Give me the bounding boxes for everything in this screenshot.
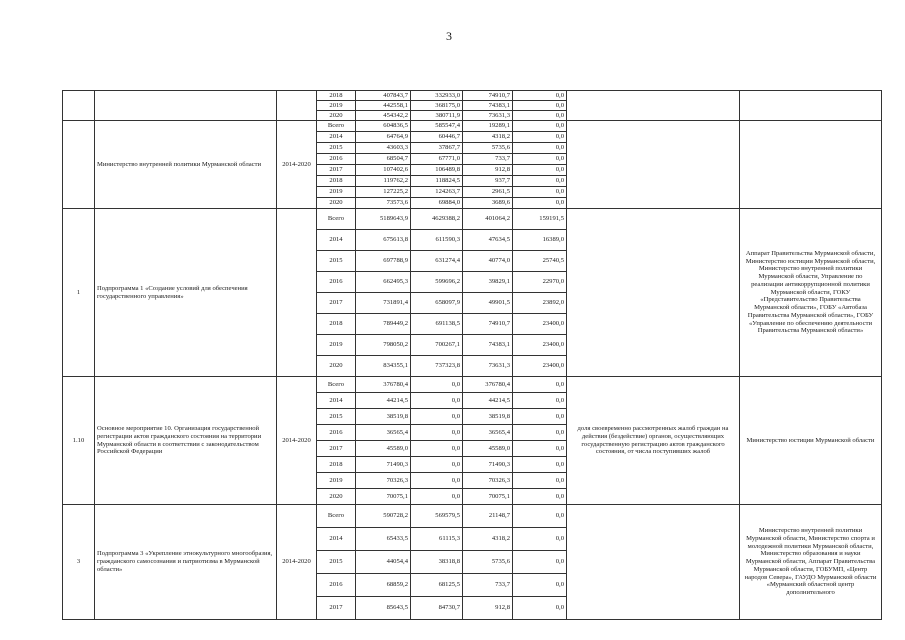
period-cell: 2014-2020 bbox=[277, 121, 317, 209]
table-row bbox=[63, 209, 882, 230]
federal-cell: 44214,5 bbox=[463, 393, 513, 409]
budget-cell: 60446,7 bbox=[411, 132, 463, 143]
other-cell: 0,0 bbox=[513, 121, 567, 132]
other-cell: 23400,0 bbox=[513, 314, 567, 335]
other-cell: 0,0 bbox=[513, 505, 567, 528]
total-cell: 38519,8 bbox=[356, 409, 411, 425]
total-cell: 454342,2 bbox=[356, 111, 411, 121]
total-cell: 376780,4 bbox=[356, 377, 411, 393]
year-cell: 2016 bbox=[317, 574, 356, 597]
federal-cell: 733,7 bbox=[463, 574, 513, 597]
year-cell: 2016 bbox=[317, 425, 356, 441]
budget-cell: 737323,8 bbox=[411, 356, 463, 377]
other-cell: 23892,0 bbox=[513, 293, 567, 314]
other-cell: 0,0 bbox=[513, 393, 567, 409]
federal-cell: 70326,3 bbox=[463, 473, 513, 489]
year-cell: 2015 bbox=[317, 143, 356, 154]
other-cell: 0,0 bbox=[513, 91, 567, 101]
budget-cell: 0,0 bbox=[411, 473, 463, 489]
year-cell: 2019 bbox=[317, 335, 356, 356]
other-cell: 0,0 bbox=[513, 473, 567, 489]
other-cell: 0,0 bbox=[513, 176, 567, 187]
year-cell: 2019 bbox=[317, 101, 356, 111]
total-cell: 798050,2 bbox=[356, 335, 411, 356]
other-cell: 0,0 bbox=[513, 132, 567, 143]
total-cell: 68859,2 bbox=[356, 574, 411, 597]
total-cell: 68504,7 bbox=[356, 154, 411, 165]
budget-cell: 118824,5 bbox=[411, 176, 463, 187]
total-cell: 73573,6 bbox=[356, 198, 411, 209]
federal-cell: 74383,1 bbox=[463, 101, 513, 111]
period-cell bbox=[277, 209, 317, 377]
year-cell: 2018 bbox=[317, 176, 356, 187]
year-cell: 2016 bbox=[317, 154, 356, 165]
federal-cell: 5735,6 bbox=[463, 143, 513, 154]
total-cell: 127225,2 bbox=[356, 187, 411, 198]
year-cell: 2019 bbox=[317, 187, 356, 198]
budget-cell: 0,0 bbox=[411, 457, 463, 473]
total-cell: 64764,9 bbox=[356, 132, 411, 143]
federal-cell: 49901,5 bbox=[463, 293, 513, 314]
other-cell: 23400,0 bbox=[513, 356, 567, 377]
budget-cell: 0,0 bbox=[411, 489, 463, 505]
other-cell: 25740,5 bbox=[513, 251, 567, 272]
year-cell: 2018 bbox=[317, 314, 356, 335]
total-cell: 5189643,9 bbox=[356, 209, 411, 230]
total-cell: 697788,9 bbox=[356, 251, 411, 272]
row-number-cell: 1 bbox=[63, 209, 95, 377]
total-cell: 675613,8 bbox=[356, 230, 411, 251]
other-cell: 0,0 bbox=[513, 154, 567, 165]
executor-cell bbox=[740, 91, 882, 121]
other-cell: 0,0 bbox=[513, 489, 567, 505]
year-cell: 2016 bbox=[317, 272, 356, 293]
federal-cell: 70075,1 bbox=[463, 489, 513, 505]
row-number-cell bbox=[63, 121, 95, 209]
federal-cell: 4318,2 bbox=[463, 132, 513, 143]
total-cell: 36565,4 bbox=[356, 425, 411, 441]
federal-cell: 74383,1 bbox=[463, 335, 513, 356]
federal-cell: 401064,2 bbox=[463, 209, 513, 230]
federal-cell: 47634,5 bbox=[463, 230, 513, 251]
budget-cell: 106489,8 bbox=[411, 165, 463, 176]
other-cell: 16389,0 bbox=[513, 230, 567, 251]
total-cell: 71490,3 bbox=[356, 457, 411, 473]
other-cell: 0,0 bbox=[513, 198, 567, 209]
indicator-cell bbox=[567, 209, 740, 377]
year-cell: Всего bbox=[317, 377, 356, 393]
other-cell: 22970,0 bbox=[513, 272, 567, 293]
executor-cell: Аппарат Правительства Мурманской области, Министерство юстиции Мурманской области, Министерство внутренней политики Мурманской области, Управление по реализации антикоррупционной политики Мурманской области, ГОКУ «Представительство Правительства Мурманской области», ГОБУ «Автобаза Правительства Мурманской области», ГОБУ «Управление по обеспечению деятельности Правительства Мурманской области» bbox=[740, 209, 882, 377]
other-cell: 0,0 bbox=[513, 457, 567, 473]
federal-cell: 912,8 bbox=[463, 165, 513, 176]
budget-cell: 569579,5 bbox=[411, 505, 463, 528]
budget-cell: 380711,9 bbox=[411, 111, 463, 121]
total-cell: 834355,1 bbox=[356, 356, 411, 377]
budget-cell: 0,0 bbox=[411, 425, 463, 441]
year-cell: 2018 bbox=[317, 457, 356, 473]
budget-cell: 368175,0 bbox=[411, 101, 463, 111]
period-cell: 2014-2020 bbox=[277, 505, 317, 620]
budget-cell: 61115,3 bbox=[411, 528, 463, 551]
total-cell: 85643,5 bbox=[356, 597, 411, 620]
federal-cell: 376780,4 bbox=[463, 377, 513, 393]
total-cell: 789449,2 bbox=[356, 314, 411, 335]
budget-cell: 599696,2 bbox=[411, 272, 463, 293]
budget-cell: 68125,5 bbox=[411, 574, 463, 597]
budget-cell: 38318,8 bbox=[411, 551, 463, 574]
federal-cell: 733,7 bbox=[463, 154, 513, 165]
year-cell: Всего bbox=[317, 209, 356, 230]
other-cell: 0,0 bbox=[513, 551, 567, 574]
indicator-cell bbox=[567, 91, 740, 121]
table-row bbox=[63, 121, 882, 132]
table-row bbox=[63, 91, 882, 101]
indicator-cell: доля своевременно рассмотренных жалоб граждан на действия (бездействие) органов, осуществляющих государственную регистрацию актов гражданского состояния, от числа поступивших жалоб bbox=[567, 377, 740, 505]
budget-cell: 0,0 bbox=[411, 393, 463, 409]
budget-cell: 37867,7 bbox=[411, 143, 463, 154]
row-number-cell bbox=[63, 91, 95, 121]
year-cell: 2015 bbox=[317, 551, 356, 574]
total-cell: 44054,4 bbox=[356, 551, 411, 574]
period-cell: 2014-2020 bbox=[277, 377, 317, 505]
budget-cell: 0,0 bbox=[411, 409, 463, 425]
program-name-cell: Подпрограмма 1 «Создание условий для обеспечения государственного управления» bbox=[95, 209, 277, 377]
year-cell: 2020 bbox=[317, 198, 356, 209]
total-cell: 43603,3 bbox=[356, 143, 411, 154]
indicator-cell bbox=[567, 121, 740, 209]
page-number: 3 bbox=[446, 29, 452, 43]
federal-cell: 4318,2 bbox=[463, 528, 513, 551]
federal-cell: 45589,0 bbox=[463, 441, 513, 457]
program-name-cell bbox=[95, 91, 277, 121]
total-cell: 407843,7 bbox=[356, 91, 411, 101]
total-cell: 70075,1 bbox=[356, 489, 411, 505]
other-cell: 23400,0 bbox=[513, 335, 567, 356]
budget-cell: 631274,4 bbox=[411, 251, 463, 272]
executor-cell bbox=[740, 121, 882, 209]
federal-cell: 74910,7 bbox=[463, 314, 513, 335]
executor-cell: Министерство внутренней политики Мурманской области, Министерство спорта и молодежной политики Мурманской области, Министерство образования и науки Мурманской области, Аппарат Правительства Мурманской области, ГОБУМП, «Центр народов Севера», ГАУДО Мурманской области «Мурманский областной центр дополнительного bbox=[740, 505, 882, 620]
federal-cell: 19289,1 bbox=[463, 121, 513, 132]
budget-cell: 700267,1 bbox=[411, 335, 463, 356]
federal-cell: 2961,5 bbox=[463, 187, 513, 198]
federal-cell: 36565,4 bbox=[463, 425, 513, 441]
year-cell: 2017 bbox=[317, 293, 356, 314]
other-cell: 0,0 bbox=[513, 409, 567, 425]
year-cell: 2020 bbox=[317, 111, 356, 121]
other-cell: 0,0 bbox=[513, 187, 567, 198]
other-cell: 0,0 bbox=[513, 143, 567, 154]
federal-cell: 5735,6 bbox=[463, 551, 513, 574]
year-cell: Всего bbox=[317, 121, 356, 132]
total-cell: 45589,0 bbox=[356, 441, 411, 457]
year-cell: 2020 bbox=[317, 356, 356, 377]
year-cell: 2014 bbox=[317, 393, 356, 409]
federal-cell: 38519,8 bbox=[463, 409, 513, 425]
other-cell: 0,0 bbox=[513, 377, 567, 393]
federal-cell: 39829,1 bbox=[463, 272, 513, 293]
program-name-cell: Подпрограмма 3 «Укрепление этнокультурного многообразия, гражданского самосознания и патриотизма в Мурманской области» bbox=[95, 505, 277, 620]
other-cell: 0,0 bbox=[513, 528, 567, 551]
year-cell: 2020 bbox=[317, 489, 356, 505]
other-cell: 0,0 bbox=[513, 441, 567, 457]
indicator-cell bbox=[567, 505, 740, 620]
budget-cell: 69884,0 bbox=[411, 198, 463, 209]
year-cell: 2017 bbox=[317, 165, 356, 176]
year-cell: 2014 bbox=[317, 528, 356, 551]
total-cell: 65433,5 bbox=[356, 528, 411, 551]
year-cell: 2019 bbox=[317, 473, 356, 489]
row-number-cell: 3 bbox=[63, 505, 95, 620]
year-cell: 2015 bbox=[317, 409, 356, 425]
other-cell: 0,0 bbox=[513, 101, 567, 111]
federal-cell: 73631,3 bbox=[463, 356, 513, 377]
budget-cell: 67771,0 bbox=[411, 154, 463, 165]
year-cell: 2014 bbox=[317, 230, 356, 251]
other-cell: 0,0 bbox=[513, 425, 567, 441]
total-cell: 442558,1 bbox=[356, 101, 411, 111]
federal-cell: 21148,7 bbox=[463, 505, 513, 528]
federal-cell: 71490,3 bbox=[463, 457, 513, 473]
budget-table bbox=[62, 90, 882, 620]
budget-cell: 611590,3 bbox=[411, 230, 463, 251]
other-cell: 0,0 bbox=[513, 597, 567, 620]
program-name-cell: Основное мероприятие 10. Организация государственной регистрации актов гражданского состояния на территории Мурманской области в соответствии с законодательством Российской Федерации bbox=[95, 377, 277, 505]
period-cell bbox=[277, 91, 317, 121]
year-cell: Всего bbox=[317, 505, 356, 528]
budget-cell: 4629388,2 bbox=[411, 209, 463, 230]
other-cell: 0,0 bbox=[513, 574, 567, 597]
total-cell: 590728,2 bbox=[356, 505, 411, 528]
year-cell: 2018 bbox=[317, 91, 356, 101]
total-cell: 662495,3 bbox=[356, 272, 411, 293]
total-cell: 70326,3 bbox=[356, 473, 411, 489]
total-cell: 731891,4 bbox=[356, 293, 411, 314]
budget-cell: 124263,7 bbox=[411, 187, 463, 198]
budget-cell: 0,0 bbox=[411, 377, 463, 393]
other-cell: 0,0 bbox=[513, 111, 567, 121]
other-cell: 159191,5 bbox=[513, 209, 567, 230]
budget-cell: 332933,0 bbox=[411, 91, 463, 101]
other-cell: 0,0 bbox=[513, 165, 567, 176]
program-name-cell: Министерство внутренней политики Мурманской области bbox=[95, 121, 277, 209]
year-cell: 2017 bbox=[317, 597, 356, 620]
federal-cell: 3689,6 bbox=[463, 198, 513, 209]
federal-cell: 937,7 bbox=[463, 176, 513, 187]
total-cell: 107402,6 bbox=[356, 165, 411, 176]
total-cell: 119762,2 bbox=[356, 176, 411, 187]
budget-cell: 0,0 bbox=[411, 441, 463, 457]
federal-cell: 73631,3 bbox=[463, 111, 513, 121]
total-cell: 604836,5 bbox=[356, 121, 411, 132]
budget-cell: 658097,9 bbox=[411, 293, 463, 314]
budget-cell: 585547,4 bbox=[411, 121, 463, 132]
budget-cell: 84730,7 bbox=[411, 597, 463, 620]
executor-cell: Министерство юстиции Мурманской области bbox=[740, 377, 882, 505]
table-row bbox=[63, 377, 882, 393]
federal-cell: 912,8 bbox=[463, 597, 513, 620]
year-cell: 2014 bbox=[317, 132, 356, 143]
total-cell: 44214,5 bbox=[356, 393, 411, 409]
federal-cell: 74910,7 bbox=[463, 91, 513, 101]
federal-cell: 40774,0 bbox=[463, 251, 513, 272]
table-row bbox=[63, 505, 882, 528]
year-cell: 2017 bbox=[317, 441, 356, 457]
budget-cell: 691138,5 bbox=[411, 314, 463, 335]
year-cell: 2015 bbox=[317, 251, 356, 272]
row-number-cell: 1.10 bbox=[63, 377, 95, 505]
